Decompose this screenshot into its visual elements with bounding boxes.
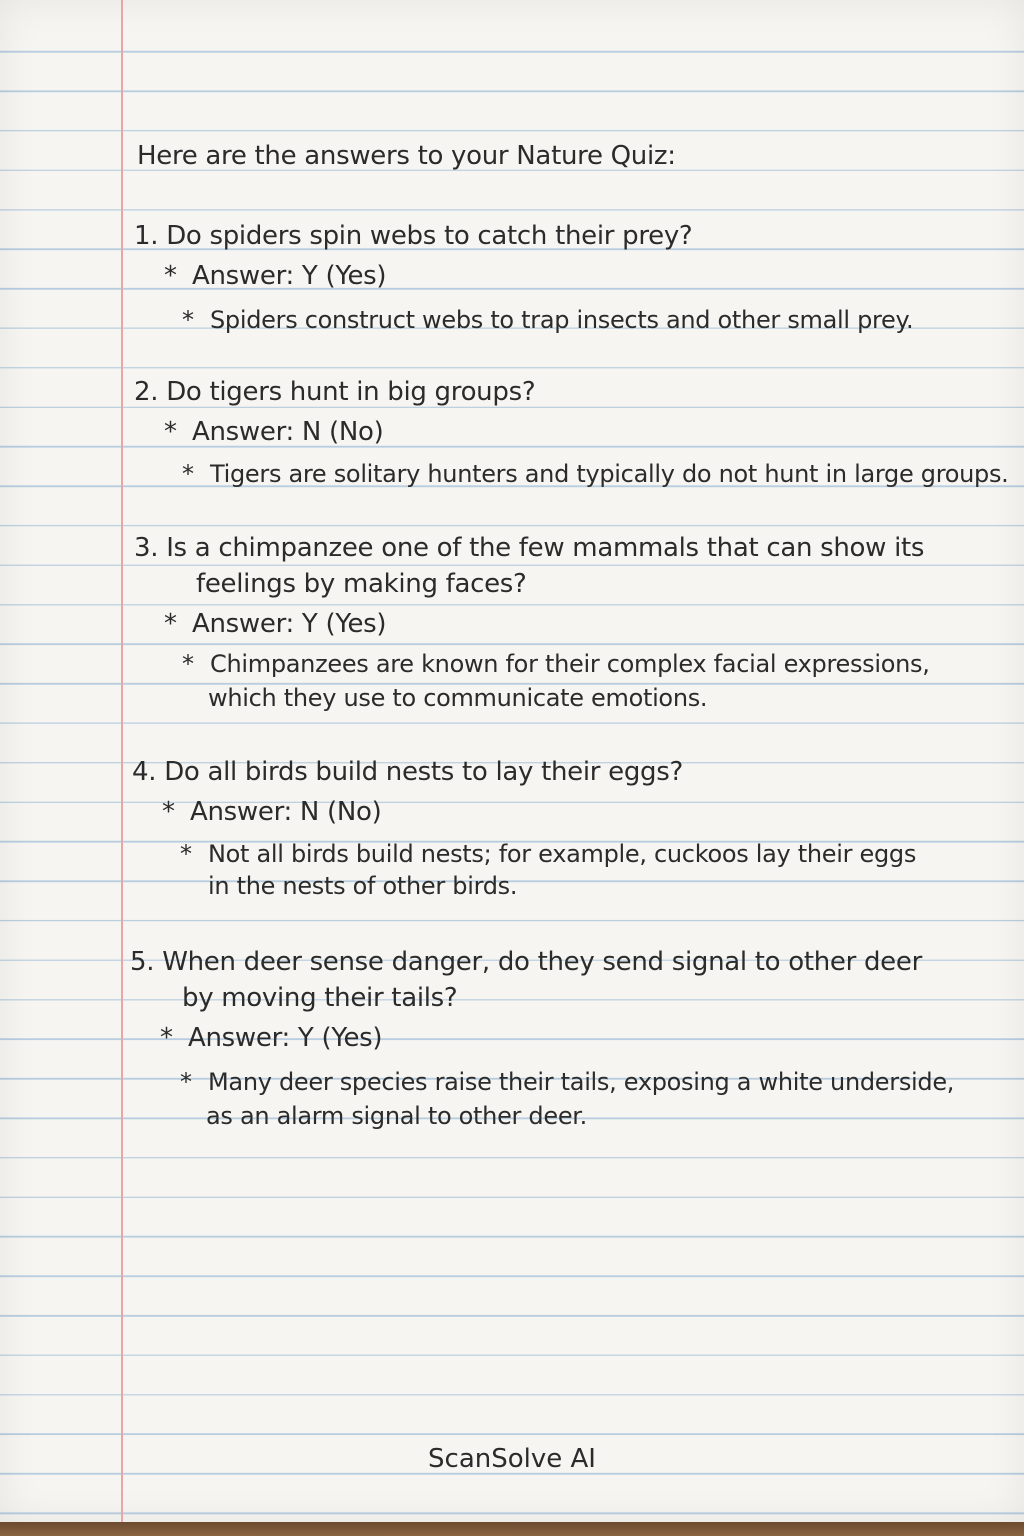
- explanation-5-continued: as an alarm signal to other deer.: [206, 1102, 587, 1130]
- question-number: 5.: [130, 947, 155, 977]
- explanation-3-continued: which they use to communicate emotions.: [208, 684, 708, 712]
- bullet: *: [180, 1068, 192, 1096]
- question-5-continued: by moving their tails?: [182, 983, 458, 1013]
- intro-text: Here are the answers to your Nature Quiz:: [137, 141, 676, 171]
- explanation-5: [180, 1066, 954, 1098]
- question-text: Do all birds build nests to lay their eggs?: [164, 757, 683, 787]
- explanation-text: Many deer species raise their tails, exposing a white underside,: [208, 1068, 955, 1096]
- question-text: Do spiders spin webs to catch their prey?: [166, 221, 693, 251]
- bullet: *: [162, 797, 175, 827]
- question-4: [132, 756, 683, 788]
- explanation-text: Not all birds build nests; for example, cuckoos lay their eggs: [208, 840, 917, 868]
- question-text: Do tigers hunt in big groups?: [166, 377, 536, 407]
- explanation-3: [182, 648, 930, 680]
- answer-text: Answer: Y (Yes): [188, 1023, 383, 1053]
- answer-text: Answer: Y (Yes): [192, 261, 387, 291]
- answer-text: Answer: N (No): [192, 417, 384, 447]
- explanation-text: Spiders construct webs to trap insects and other small prey.: [210, 306, 914, 334]
- bullet: *: [164, 417, 177, 447]
- question-number: 3.: [134, 533, 159, 563]
- explanation-2: [182, 458, 1009, 490]
- question-3-continued: feelings by making faces?: [196, 569, 527, 599]
- question-3: [134, 532, 924, 564]
- question-text: When deer sense danger, do they send signal to other deer: [162, 947, 922, 977]
- explanation-4: [180, 838, 916, 870]
- footer-brand: ScanSolve AI: [428, 1444, 596, 1474]
- bullet: *: [182, 650, 194, 678]
- explanation-text: Chimpanzees are known for their complex facial expressions,: [210, 650, 930, 678]
- bullet: *: [180, 840, 192, 868]
- answer-2: [164, 416, 384, 448]
- explanation-4-continued: in the nests of other birds.: [208, 872, 518, 900]
- bullet: *: [164, 261, 177, 291]
- question-number: 2.: [134, 377, 159, 407]
- desk-surface: [0, 1522, 1024, 1536]
- answer-text: Answer: Y (Yes): [192, 609, 387, 639]
- answer-3: [164, 608, 386, 640]
- explanation-text: Tigers are solitary hunters and typically do not hunt in large groups.: [210, 460, 1009, 488]
- question-text: Is a chimpanzee one of the few mammals that can show its: [166, 533, 925, 563]
- bullet: *: [182, 306, 194, 334]
- answer-text: Answer: N (No): [190, 797, 382, 827]
- bullet: *: [160, 1023, 173, 1053]
- answer-1: [164, 260, 386, 292]
- question-number: 4.: [132, 757, 157, 787]
- answer-4: [162, 796, 382, 828]
- bullet: *: [164, 609, 177, 639]
- question-5: [130, 946, 922, 978]
- question-number: 1.: [134, 221, 159, 251]
- answer-5: [160, 1022, 382, 1054]
- explanation-1: [182, 304, 913, 336]
- question-2: [134, 376, 535, 408]
- question-1: [134, 220, 692, 252]
- bullet: *: [182, 460, 194, 488]
